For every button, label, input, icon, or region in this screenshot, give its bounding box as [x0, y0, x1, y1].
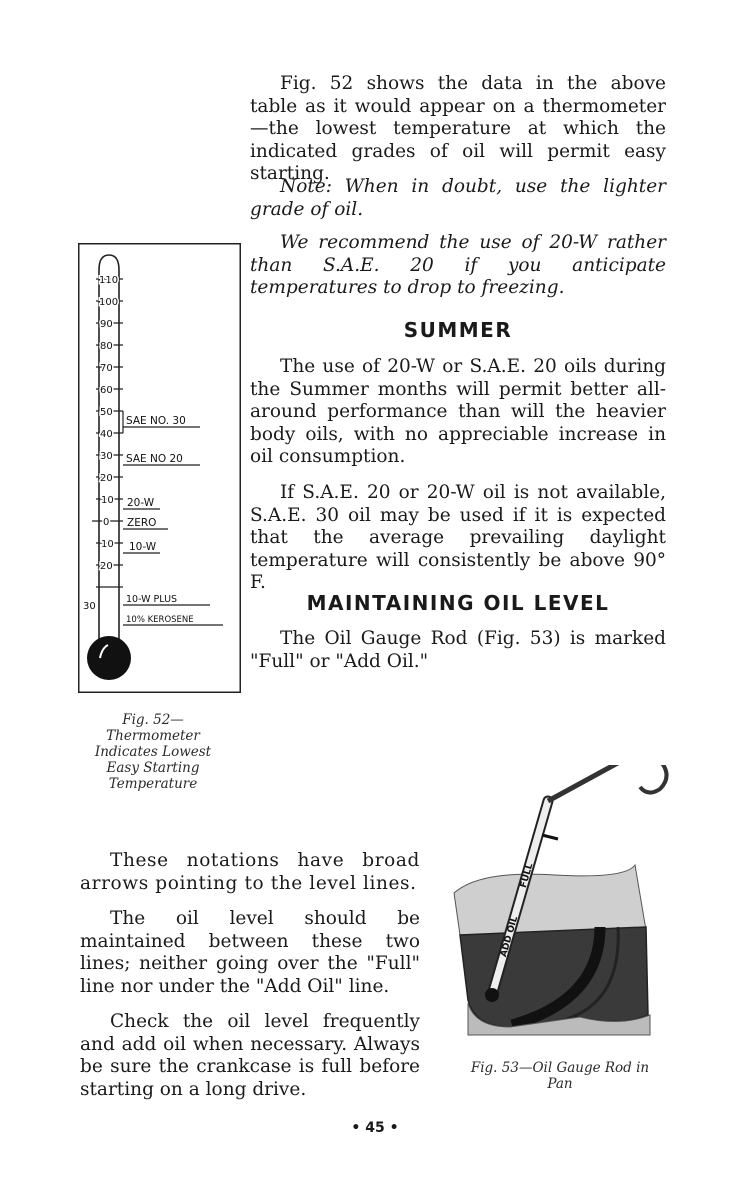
scale-60: 60	[100, 385, 113, 396]
fig53-caption: Fig. 53—Oil Gauge Rod in Pan	[470, 1060, 650, 1092]
label-10w-plus: 10-W PLUS	[126, 594, 178, 605]
label-sae-30: SAE NO. 30	[126, 415, 186, 427]
label-20w: 20-W	[127, 497, 155, 509]
page-number: • 45 •	[351, 1120, 399, 1136]
scale-minus-10: 10	[101, 539, 114, 550]
fig52-caption: Fig. 52—Thermometer Indicates Lowest Easy Starting Temperature	[94, 712, 212, 792]
pan-upper-wall	[454, 865, 646, 935]
scale-0: 0	[103, 517, 110, 528]
scale-minus-20: 20	[100, 561, 113, 572]
fig53-gauge-illustration	[450, 765, 670, 1050]
rod-label-add-oil: ADD OIL	[499, 915, 521, 959]
level-paragraph: The oil level should be maintained between these two lines; neither going over the "Full" line nor under the "Add Oil" line.	[80, 908, 420, 997]
fig52-thermometer	[78, 243, 241, 693]
scale-50: 50	[100, 407, 113, 418]
label-10w: 10-W	[129, 541, 157, 553]
maintaining-paragraph: The Oil Gauge Rod (Fig. 53) is marked "Full" or "Add Oil."	[250, 628, 666, 672]
scale-100: 100	[99, 297, 119, 308]
label-zero: ZERO	[127, 517, 157, 529]
note-paragraph: Note: When in doubt, use the lighter grade of oil.	[250, 176, 666, 220]
maintaining-heading: MAINTAINING OIL LEVEL	[306, 591, 610, 615]
scale-40: 40	[100, 429, 113, 440]
summer-paragraph-2: If S.A.E. 20 or 20-W oil is not available, S.A.E. 30 oil may be used if it is expected that the average prevailing daylight temperature will consistently be above 90° F.	[250, 482, 666, 593]
check-paragraph: Check the oil level frequently and add oil when necessary. Always be sure the crankcase is full before starting on a long drive.	[80, 1011, 420, 1100]
scale-30: 30	[100, 451, 113, 462]
scale-20: 20	[100, 473, 113, 484]
scale-90: 90	[100, 319, 113, 330]
summer-paragraph-1: The use of 20-W or S.A.E. 20 oils during the Summer months will permit better all-around performance than will the heavier body oils, with no appreciable increase in oil consumption.	[250, 356, 666, 467]
intro-paragraph: Fig. 52 shows the data in the above table as it would appear on a thermometer—the lowest temperature at which the indicated grades of oil will permit easy starting.	[250, 73, 666, 184]
scale-minus-30: 30	[83, 601, 96, 612]
notations-paragraph: These notations have broad arrows pointing to the level lines.	[80, 850, 420, 894]
scale-80: 80	[100, 341, 113, 352]
scale-10: 10	[101, 495, 114, 506]
scale-110: 110	[99, 275, 119, 286]
summer-heading: SUMMER	[403, 318, 513, 342]
scale-70: 70	[100, 363, 113, 374]
label-sae-20: SAE NO 20	[126, 453, 183, 465]
rod-label-full: FULL	[518, 862, 536, 890]
recommend-paragraph: We recommend the use of 20-W rather than S.A.E. 20 if you anticipate temperatures to drop to freezing.	[250, 232, 666, 298]
label-kerosene: 10% KEROSENE	[126, 615, 194, 625]
thermometer-bulb	[87, 636, 131, 680]
